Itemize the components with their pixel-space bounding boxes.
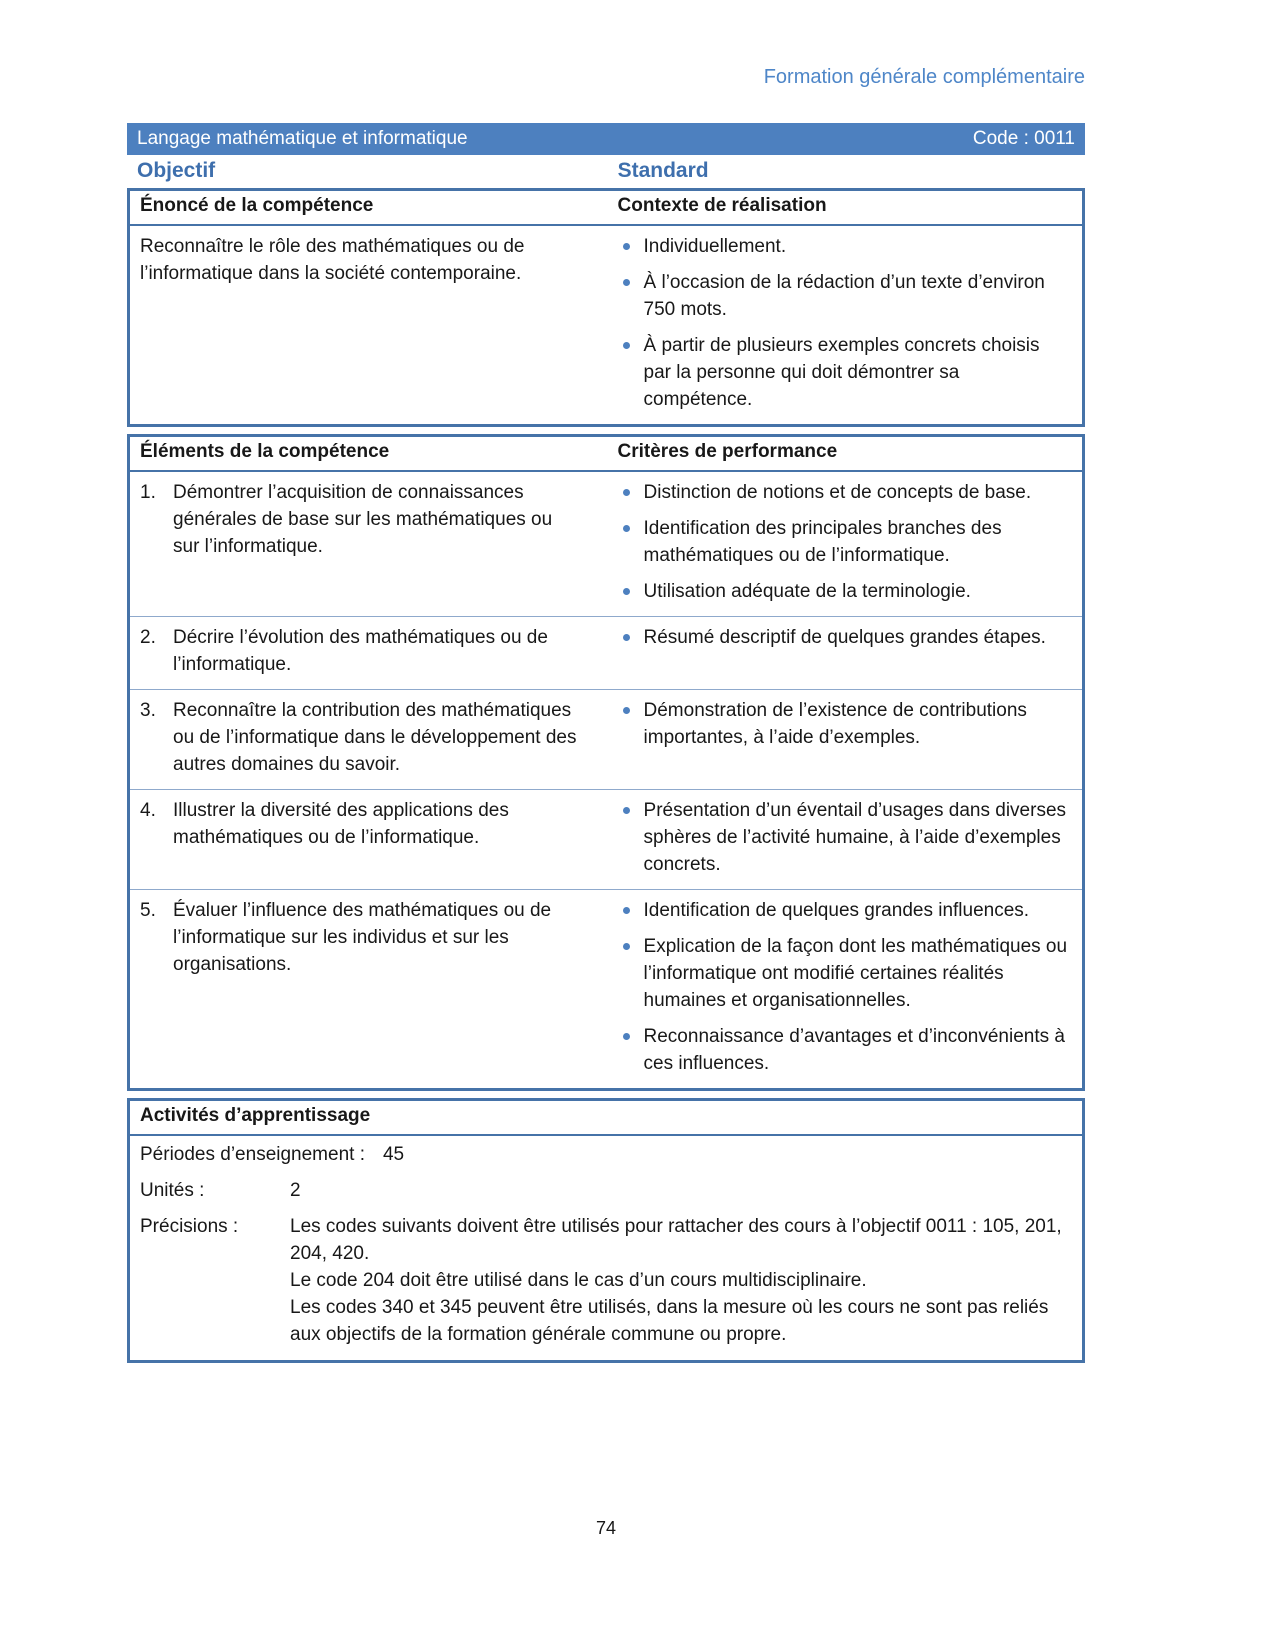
- precisions-label: Précisions :: [140, 1216, 239, 1237]
- bullet-text: À partir de plusieurs exemples concrets choisis par la personne qui doit démontrer sa compétence.: [643, 335, 1040, 410]
- bullet-dot-icon: [623, 807, 630, 814]
- element-row: [130, 889, 1082, 1088]
- element-number: 5.: [140, 900, 156, 921]
- unites-value: 2: [290, 1180, 301, 1201]
- element-item: [130, 797, 616, 878]
- criteres-bullets: [616, 479, 1082, 605]
- unites-label: Unités :: [140, 1180, 205, 1201]
- bullet-item: [616, 332, 1068, 413]
- element-number: 4.: [140, 800, 156, 821]
- element-text: Reconnaître la contribution des mathématiques ou de l’informatique dans le développement des autres domaines du savoir.: [173, 700, 577, 775]
- section-enonce-contexte: [127, 188, 1085, 427]
- contexte-header: Contexte de réalisation: [617, 195, 827, 216]
- bullet-dot-icon: [623, 634, 630, 641]
- bullet-item: [616, 624, 1068, 651]
- element-item: [130, 697, 616, 778]
- enonce-text: Reconnaître le rôle des mathématiques ou de l’informatique dans la société contemporaine.: [140, 236, 525, 284]
- section3-header-row: [130, 1101, 1082, 1136]
- element-row: [130, 616, 1082, 689]
- criteres-bullets: [616, 897, 1082, 1077]
- bullet-item: [616, 897, 1068, 924]
- activites-body: [130, 1136, 1082, 1360]
- criteres-bullets: [616, 697, 1082, 778]
- bullet-dot-icon: [623, 707, 630, 714]
- elements-header: Éléments de la compétence: [140, 441, 390, 462]
- bullet-text: Résumé descriptif de quelques grandes étapes.: [643, 627, 1046, 648]
- bullet-dot-icon: [623, 342, 630, 349]
- bullet-text: Explication de la façon dont les mathématiques ou l’informatique ont modifié certaines réalités humaines et organisationnelles.: [643, 936, 1068, 1011]
- section2-header-row: [130, 437, 1082, 472]
- element-text: Décrire l’évolution des mathématiques ou de l’informatique.: [173, 627, 548, 675]
- bullet-item: [616, 933, 1068, 1014]
- activites-header: Activités d’apprentissage: [140, 1105, 371, 1126]
- bullet-item: [616, 269, 1068, 323]
- course-code: Code : 0011: [972, 128, 1075, 149]
- bullet-text: Individuellement.: [643, 236, 787, 257]
- unites-row: [140, 1177, 1072, 1204]
- element-row: [130, 789, 1082, 889]
- element-row: [130, 472, 1082, 616]
- element-item: [130, 624, 616, 678]
- bullet-dot-icon: [623, 489, 630, 496]
- precisions-paragraph: Le code 204 doit être utilisé dans le cas d’un cours multidisciplinaire.: [290, 1270, 867, 1291]
- bullet-text: Identification des principales branches des mathématiques ou de l’informatique.: [643, 518, 1002, 566]
- running-header: Formation générale complémentaire: [763, 66, 1085, 88]
- element-text: Démontrer l’acquisition de connaissances générales de base sur les mathématiques ou sur l’informatique.: [173, 482, 553, 557]
- bullet-text: Présentation d’un éventail d’usages dans diverses sphères de l’activité humaine, à l’aide d’exemples concrets.: [643, 800, 1067, 875]
- section1-body-row: [130, 226, 1082, 424]
- bullet-text: Distinction de notions et de concepts de base.: [643, 482, 1032, 503]
- bullet-item: [616, 697, 1068, 751]
- column-headings: [127, 155, 1085, 188]
- bullet-item: [616, 233, 1068, 260]
- bullet-text: Reconnaissance d’avantages et d’inconvénients à ces influences.: [643, 1026, 1065, 1074]
- bullet-dot-icon: [623, 525, 630, 532]
- bullet-item: [616, 479, 1068, 506]
- bullet-text: Identification de quelques grandes influences.: [643, 900, 1030, 921]
- element-item: [130, 479, 616, 605]
- element-number: 1.: [140, 482, 156, 503]
- objectif-heading: Objectif: [137, 159, 216, 182]
- element-row: [130, 689, 1082, 789]
- criteres-bullets: [616, 624, 1082, 678]
- bullet-dot-icon: [623, 1033, 630, 1040]
- element-text: Illustrer la diversité des applications des mathématiques ou de l’informatique.: [173, 800, 509, 848]
- bullet-text: À l’occasion de la rédaction d’un texte d’environ 750 mots.: [643, 272, 1045, 320]
- bullet-text: Utilisation adéquate de la terminologie.: [643, 581, 971, 602]
- bullet-item: [616, 515, 1068, 569]
- page-content: [127, 0, 1085, 1538]
- criteres-bullets: [616, 797, 1082, 878]
- contexte-bullets: [616, 233, 1082, 413]
- enonce-header: Énoncé de la compétence: [140, 195, 374, 216]
- element-number: 3.: [140, 700, 156, 721]
- section-elements-criteres: [127, 434, 1085, 1091]
- precisions-value: [290, 1213, 1072, 1348]
- bullet-dot-icon: [623, 279, 630, 286]
- precisions-row: [140, 1213, 1072, 1348]
- periodes-label: Périodes d’enseignement :: [140, 1144, 365, 1165]
- bullet-item: [616, 797, 1068, 878]
- bullet-text: Démonstration de l’existence de contributions importantes, à l’aide d’exemples.: [643, 700, 1027, 748]
- section1-header-row: [130, 191, 1082, 226]
- criteres-header: Critères de performance: [617, 441, 838, 462]
- section-activites: [127, 1098, 1085, 1363]
- precisions-paragraph: Les codes 340 et 345 peuvent être utilisés, dans la mesure où les cours ne sont pas reliés aux objectifs de la formation générale commune ou propre.: [290, 1297, 1049, 1345]
- bullet-dot-icon: [623, 243, 630, 250]
- page-number: 74: [595, 1518, 617, 1538]
- bullet-dot-icon: [623, 943, 630, 950]
- standard-heading: Standard: [617, 159, 709, 182]
- precisions-paragraph: Les codes suivants doivent être utilisés pour rattacher des cours à l’objectif 0011 : 105, 201, 204, 420.: [290, 1216, 1062, 1264]
- course-title: Langage mathématique et informatique: [137, 128, 468, 149]
- bullet-item: [616, 1023, 1068, 1077]
- bullet-item: [616, 578, 1068, 605]
- title-bar: [127, 123, 1085, 155]
- bullet-dot-icon: [623, 907, 630, 914]
- element-text: Évaluer l’influence des mathématiques ou de l’informatique sur les individus et sur les organisations.: [173, 900, 552, 975]
- bullet-dot-icon: [623, 588, 630, 595]
- element-number: 2.: [140, 627, 156, 648]
- element-item: [130, 897, 616, 1077]
- periodes-value: 45: [382, 1144, 405, 1165]
- periodes-row: [140, 1141, 1072, 1168]
